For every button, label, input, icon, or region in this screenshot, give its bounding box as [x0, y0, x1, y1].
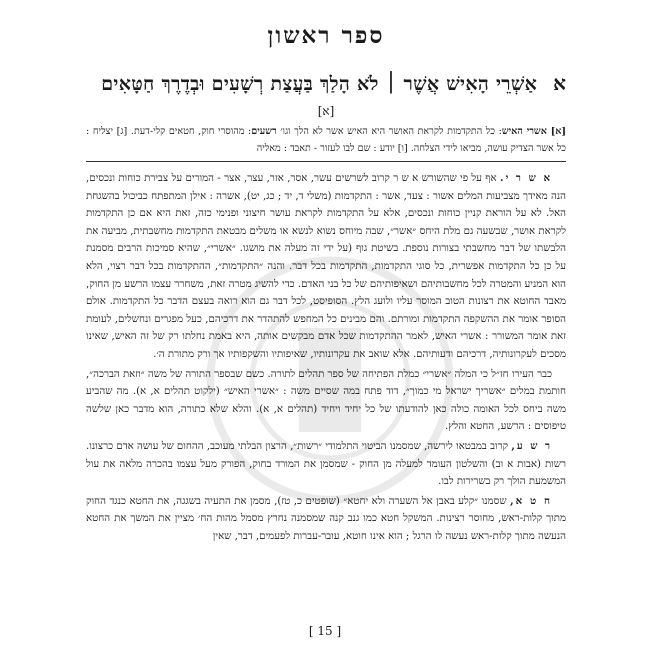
note-label-1: [א] אשרי האיש: [501, 126, 567, 137]
paragraph-text: קרוב במבטאו לירשה, שמסמנו הביטוי התלמודי ״רשות״, הרצון הבלתי מעוכב, ההחום של עושה אדם כרצונו. רשות (אבות א וב) והשלטון העומד למעלה מן החוק - שמסמן את המורד בחוק, הפורק מעל עצמו בהכרה מלאה את עול המשמעת הולך רק בשרירות לבו.: [86, 440, 566, 488]
paragraph-text: אף על פי שהשורש א ש ר קרוב לשרשים עשר, אסר, אזר, עצר, אצר - המורים על צבירת כוחות ונכסים, הנה מאידך מצביעות המלים אשור : צעד, אשר : התקדמות (משלי ד, יד ; כג, יט), אשרה : אילן המתפתח כביכול בהשגחת האל. לא על הוראת קניין כוחות ונכסים, אלא על התקדמות לקראת עושר חיצוני ופנימי כזה, זאת היא אם כן התקדמות לקראת אושר, שבשעה גם מלת היחס ״אשר״, שבה מיוחס נשוא לנשא או משלים מבטאת התקדמות מחשבתית, מביעה את הלבשתו של דבר מחשבתי בצורות נוספת. בשיטת גוף (על ידי זה מעלה את מושגו. ״אשרי״, שהיא סמיכות הרבים מסמנת על כן כל התקדמות אפשרית, כל סוגי התקדמות, התקדמות בכל דבר. והנה ״התקדמות״, ההתקדמות בכל דבר רצוי, הלא הוא המניע והמטרה לכל מחשבותיהם ושאיפותיהם של כל בני האדם. כדי להשיג מטרה זאת, משחרר עצמו הרשע מן החוק, מאבד החוטא את רצונות הטוב המוסר עליו ולועג הלץ. הסופיסט, לכל דבר גם הוא רואה בעצם הדבר כל התקדמות. אולם הסופר אומר את ההשקפה התקדמות ומורתם. והם מבינים כל המחפש להתהדר את דרכיהם, כעל מפגרים ונחשלים, לעומת זאת אומר המשורר : אשרי האיש, לאמר ההתקדמות שכל אדם מבקשים אותה, היא באמת נחלתו רק של זה האיש, שאינו מסכים לעקרונותיה, דרכיהם ודעותיהם. אלא שואב את עקרונותיו, שאיפותיו והשקפותיו אך ורק מתורת ה׳.: [86, 173, 566, 360]
verse-number: א: [553, 71, 566, 95]
note-text-2: : מהוסרי חוק, חטאים קלי-דעת. [ג] יצליח : כל אשר הצדיק עושה, מביאו לידי הצלחה. [ו] יודע : שם לבו לעזור - תאבד : מאליה: [86, 126, 566, 154]
note-label-2: רשעים: [251, 126, 277, 137]
page-title: ספר ראשון: [267, 22, 385, 49]
paragraph: [86, 366, 566, 436]
paragraph: [86, 170, 566, 364]
page-number: [ 15 ]: [308, 624, 342, 638]
paragraph: [86, 493, 566, 546]
verse-text: אַשְׁרֵי הָאִישׁ אֲשֶׁר ׀ לֹא הָלַךְ בַּעֲצַת רְשָׁעִים וּבְדֶרֶךְ חַטָּאִים: [101, 73, 538, 95]
paragraph-lead: ר ש ע,: [511, 439, 553, 452]
paragraph-text: שסמנו ״קלע באבן אל השערה ולא יחטא״ (שופטים כ, טז), מסמן את התעיה בשגגה, את החטא כנגד החוק מתוך קלות-ראש, מחוסר רצינות. המשקל חטא כמו גנב קנה שמסמנה נחרץ מסמל מהות הח׳ מציין את המשך את החטא הנעשה מתוך קלות-ראש נעשה לו הרגל ; הוא אינו חוטא, עובר-עברות לפעמים, דבר, שאין: [86, 495, 566, 542]
paragraph: [86, 438, 566, 491]
paragraph-text: כבר העירו חז״ל כי המלה ״אשרי״ כמלת הפתיחה של ספר תהלים לתורה. כשם שבספר התורה של משה ״וזאת הברכה״, חותמת במלים ״אשריך ישראל מי כמוך״, דוד פתח במה שסיים משה : ״אשרי האיש״ (ילקוט תהלים א, א). מה שהביע משה ביחס לכל האומה כולה כאן להודעתו של כל יחיד ויחיד (תהלים א, א). והלא שלא כתורה, הוא מדבר כאן שלשה טיפוסים : הרשע, החטא והלץ.: [86, 368, 566, 433]
section-mark: [א]: [317, 104, 335, 118]
paragraph-lead: א ש ר י.: [500, 172, 552, 184]
note-text-1: : כל התקדמות לקראת האושר היא האיש אשר לא הלך וגו׳: [276, 126, 502, 137]
verse-row: [86, 71, 566, 96]
footnotes-block: [86, 123, 566, 162]
paragraph-lead: ח ט א,: [510, 494, 552, 507]
commentary-body: [86, 170, 566, 545]
